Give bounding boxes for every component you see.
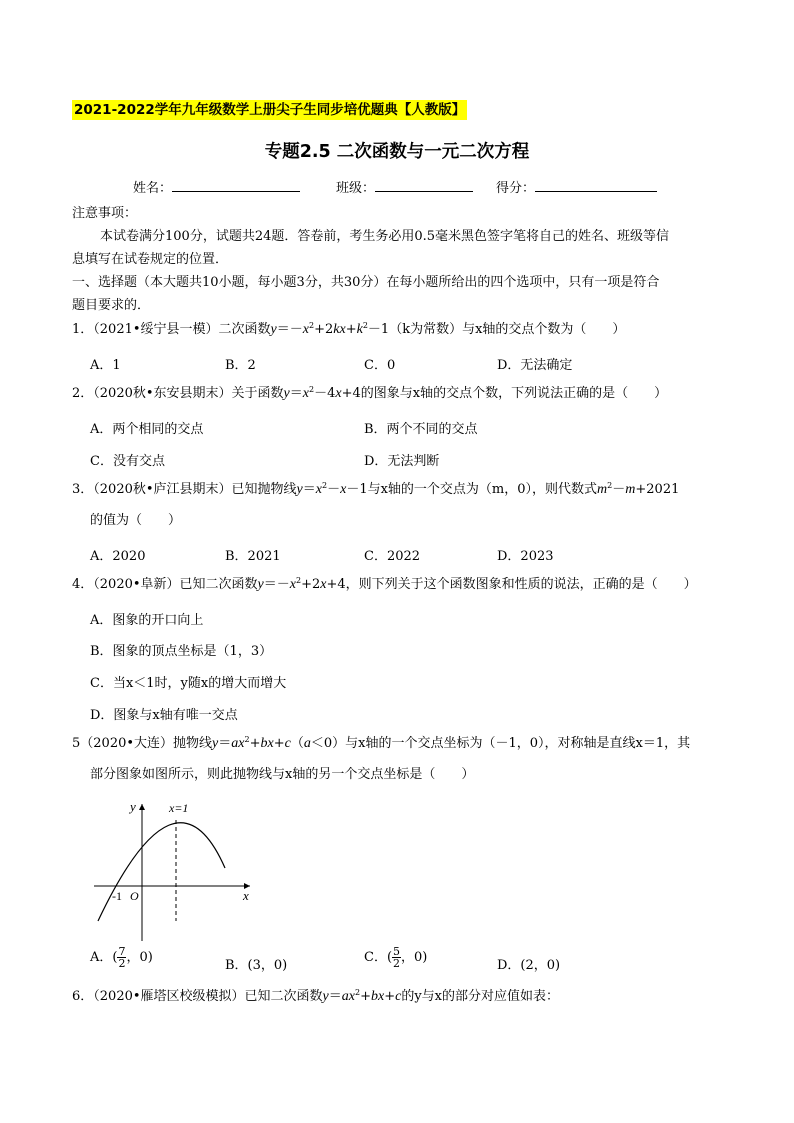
q4-option-a[interactable]: A．图象的开口向上 (90, 613, 204, 628)
q3-option-d[interactable]: D．2023 (497, 549, 554, 564)
q1-suffix: （k为常数）与x轴的交点个数为（ ） (389, 322, 626, 337)
q2-formula: $y=x^2-4x+4$ (283, 385, 361, 401)
q5-prefix: 5（2020•大连）抛物线 (72, 736, 213, 751)
header-banner: 2021-2022学年九年级数学上册尖子生同步培优题典【人教版】 (74, 102, 466, 118)
q5-formula: $y=ax^2+bx+c(a<0)$ (212, 735, 346, 751)
question-1 (72, 322, 625, 338)
q1-option-d[interactable]: D．无法确定 (497, 358, 573, 373)
parabola-curve (98, 823, 225, 921)
q2-option-d[interactable]: D．无法判断 (364, 454, 440, 469)
q5-line-2: 部分图象如图所示，则此抛物线与x轴的另一个交点坐标是（ ） (90, 767, 475, 782)
y-axis-label: y (130, 799, 136, 814)
q3-line-2: 的值为（ ） (90, 513, 182, 528)
question-3 (72, 482, 679, 498)
q5-c-fraction (392, 946, 401, 969)
q3-option-b[interactable]: B．2021 (225, 549, 281, 564)
score-label: 得分： (496, 181, 536, 196)
question-2 (72, 386, 667, 402)
neg-one-label: -1 (112, 889, 122, 903)
q1-option-a[interactable]: A．1 (90, 358, 121, 373)
q6-prefix: 6．（2020•雁塔区校级模拟）已知二次函数 (72, 989, 323, 1004)
q4-option-c[interactable]: C．当x＜1时，y随x的增大而增大 (90, 676, 287, 691)
page-title: 专题2.5 二次函数与一元二次方程 (264, 142, 530, 162)
q2-prefix: 2．（2020秋•东安县期末）关于函数 (72, 386, 284, 401)
name-field (133, 177, 300, 196)
q6-formula: $y=ax^2+bx+c$ (322, 988, 402, 1004)
q4-formula: $y=-x^2+2x+4$ (257, 576, 346, 592)
name-blank (172, 180, 300, 192)
q4-prefix: 4．（2020•阜新）已知二次函数 (72, 577, 258, 592)
q5-option-b[interactable]: B．(3，0) (225, 958, 288, 973)
x-axis-label: x (243, 888, 249, 903)
q5-c-prefix: C．( (364, 950, 393, 965)
q4-option-d[interactable]: D．图象与x轴有唯一交点 (90, 708, 238, 723)
q5-option-c[interactable] (364, 946, 427, 969)
q5-c-suffix: ，0) (401, 950, 428, 965)
q5-option-d[interactable]: D．(2，0) (497, 958, 561, 973)
section-header-2: 题目要求的． (72, 298, 151, 313)
q1-option-b[interactable]: B．2 (225, 358, 256, 373)
symmetry-axis-label: x=1 (169, 801, 189, 815)
q5-a-prefix: A．( (90, 950, 118, 965)
q1-prefix: 1．（2021•绥宁县一模）二次函数 (72, 322, 271, 337)
q4-option-b[interactable]: B．图象的顶点坐标是（1，3） (90, 644, 273, 659)
score-blank (535, 180, 657, 192)
q5-a-suffix: ，0) (126, 950, 153, 965)
question-4 (72, 577, 697, 593)
q3-formula: $y=x^2-x-1$ (296, 481, 368, 497)
q4-suffix: ，则下列关于这个函数图象和性质的说法，正确的是（ ） (345, 577, 697, 592)
q3-expression: $m^2-m+2021$ (597, 481, 680, 497)
q6-suffix: 的y与x的部分对应值如表： (401, 989, 560, 1004)
q3-option-c[interactable]: C．2022 (364, 549, 421, 564)
q3-option-a[interactable]: A．2020 (90, 549, 146, 564)
question-6 (72, 989, 559, 1005)
q5-c-denominator: 2 (393, 957, 401, 970)
notice-text-2: 息填写在试卷规定的位置． (72, 252, 229, 267)
class-blank (375, 180, 473, 192)
q2-option-a[interactable]: A．两个相同的交点 (90, 422, 204, 437)
class-field (336, 177, 473, 196)
q2-option-b[interactable]: B．两个不同的交点 (364, 422, 478, 437)
q2-suffix: 的图象与x轴的交点个数，下列说法正确的是（ ） (360, 386, 668, 401)
q1-option-c[interactable]: C．0 (364, 358, 396, 373)
q5-parabola-graph (90, 796, 260, 948)
q5-a-denominator: 2 (118, 957, 126, 970)
q5-c-numerator: 5 (393, 945, 401, 958)
q5-option-a[interactable] (90, 946, 153, 969)
score-field (496, 177, 657, 196)
q3-middle: 与x轴的一个交点为（m，0），则代数式 (367, 482, 598, 497)
class-label: 班级： (336, 181, 376, 196)
origin-label: O (130, 889, 139, 903)
q3-prefix: 3．（2020秋•庐江县期末）已知抛物线 (72, 482, 297, 497)
notice-text-1: 本试卷满分100分，试题共24题．答卷前，考生务必用0.5毫米黑色签字笔将自己的姓名、班级等信 (100, 229, 670, 244)
q1-formula: $y=-x^2+2kx+k^2-1$ (270, 321, 390, 337)
q5-a-numerator: 7 (118, 945, 126, 958)
q2-option-c[interactable]: C．没有交点 (90, 454, 165, 469)
notice-title: 注意事项： (72, 206, 138, 221)
name-label: 姓名： (133, 181, 173, 196)
q5-middle: 与x轴的一个交点坐标为（－1，0），对称轴是直线x＝1，其 (345, 736, 691, 751)
section-header-1: 一、选择题（本大题共10小题，每小题3分，共30分）在每小题所给出的四个选项中，只有一项是符合 (72, 275, 660, 290)
question-5 (72, 736, 690, 752)
